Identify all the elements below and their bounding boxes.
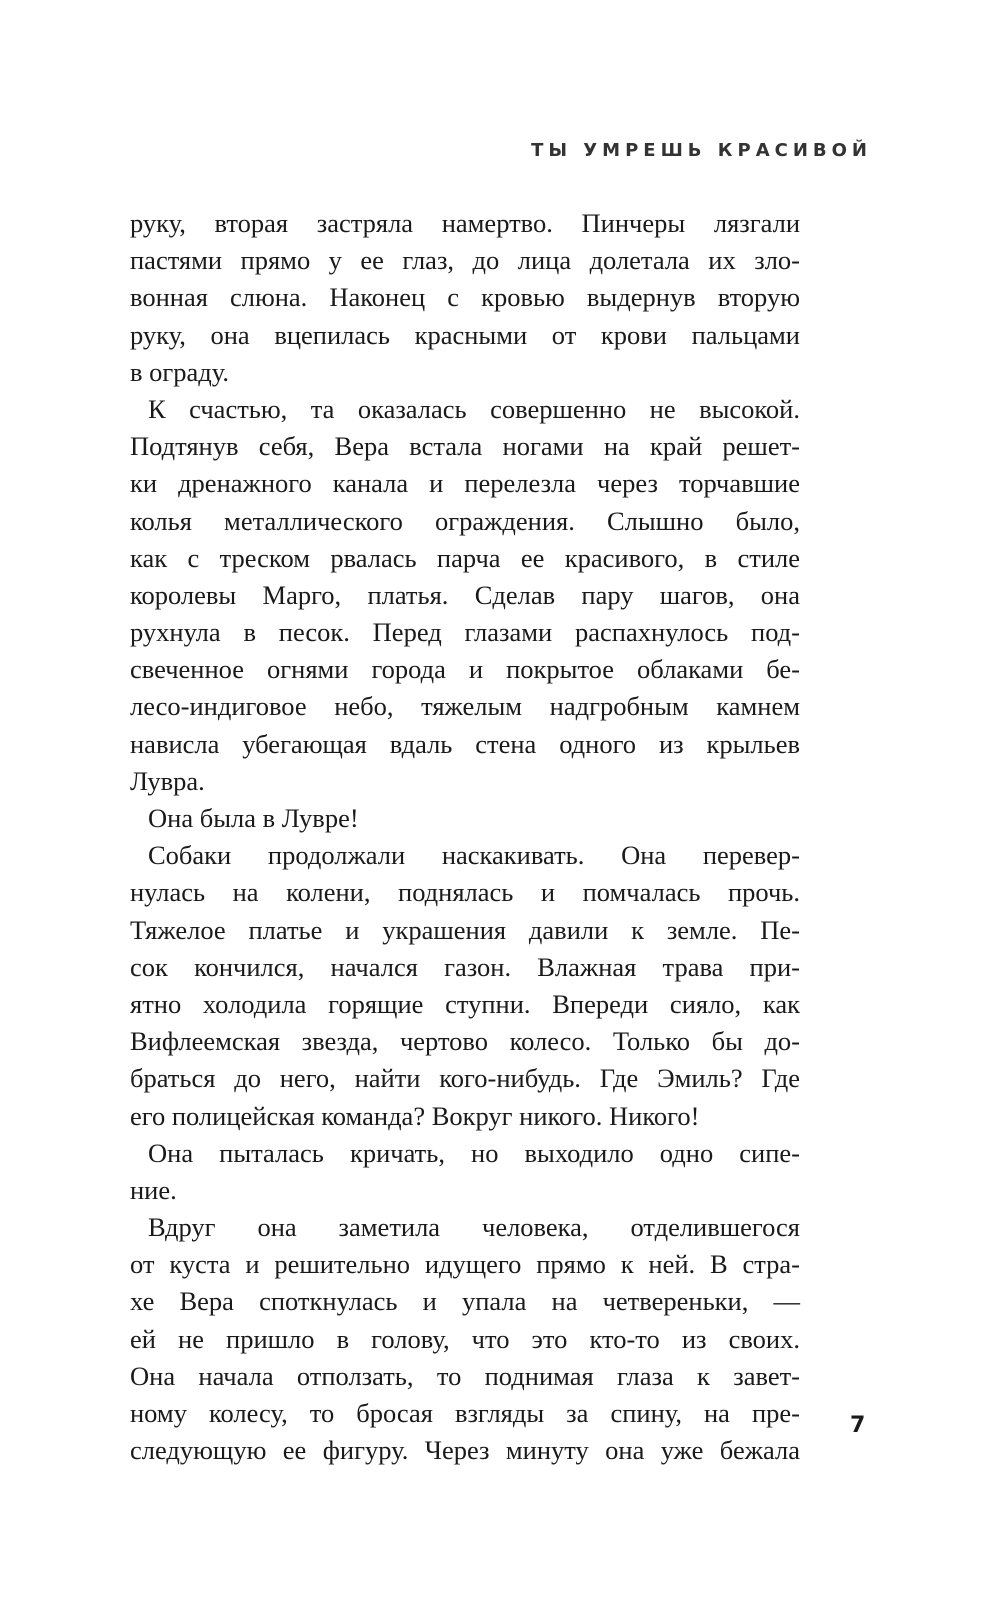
text-line: ей не пришло в голову, что это кто-то из своих. [130, 1323, 800, 1354]
text-line: ятно холодила горящие ступни. Впереди сияло, как [130, 988, 800, 1019]
text-line: нулась на колени, поднялась и помчалась прочь. [130, 877, 800, 908]
text-line: сок кончился, начался газон. Влажная трава при- [130, 951, 800, 982]
text-line: Тяжелое платье и украшения давили к земле. Пе- [130, 914, 800, 945]
text-line: как с треском рвалась парча ее красивого, в стиле [130, 542, 800, 573]
running-header-title: ТЫ УМРЕШЬ КРАСИВОЙ [531, 140, 872, 161]
body-text [130, 205, 800, 1469]
text-line: руку, она вцепилась красными от крови пальцами [130, 319, 800, 350]
text-line: Подтянув себя, Вера встала ногами на край решет- [130, 431, 800, 462]
text-line: лесо-индиговое небо, тяжелым надгробным камнем [130, 691, 800, 722]
text-line: рухнула в песок. Перед глазами распахнулось под- [130, 617, 800, 648]
text-line: Собаки продолжали наскакивать. Она перевер- [148, 840, 800, 871]
text-line: его полицейская команда? Вокруг никого. Никого! [130, 1100, 700, 1131]
text-line: нависла убегающая вдаль стена одного из крыльев [130, 728, 800, 759]
text-line: Лувра. [130, 765, 205, 796]
text-line: браться до него, найти кого-нибудь. Где Эмиль? Где [130, 1063, 800, 1094]
text-line: ному колесу, то бросая взгляды за спину, на пре- [130, 1398, 800, 1428]
text-line: руку, вторая застряла намертво. Пинчеры лязгали [130, 208, 800, 238]
text-line: свеченное огнями города и покрытое облаками бе- [130, 654, 800, 685]
text-line: К счастью, та оказалась совершенно не высокой. [148, 393, 800, 424]
text-line: ние. [130, 1174, 177, 1205]
text-line: вонная слюна. Наконец с кровью выдернув вторую [130, 282, 800, 313]
text-line: следующую ее фигуру. Через минуту она уже бежала [130, 1435, 800, 1466]
text-line: пастями прямо у ее глаз, до лица долетала их зло- [130, 245, 800, 276]
text-line: Она пыталась кричать, но выходило одно сипе- [148, 1137, 800, 1168]
text-line: Вдруг она заметила человека, отделившегося [148, 1212, 800, 1243]
text-line: от куста и решительно идущего прямо к ней. В стра- [130, 1249, 800, 1280]
text-line: ки дренажного канала и перелезла через торчавшие [130, 468, 800, 499]
text-line: королевы Марго, платья. Сделав пару шагов, она [130, 579, 800, 610]
text-line: колья металлического ограждения. Слышно было, [130, 505, 800, 536]
text-line: хе Вера споткнулась и упала на четвереньки, — [130, 1286, 800, 1317]
text-line: Она начала отползать, то поднимая глаза к завет- [130, 1360, 800, 1391]
page-number: 7 [850, 1413, 866, 1438]
text-line: Вифлеемская звезда, чертово колесо. Только бы до- [130, 1026, 800, 1057]
text-line: Она была в Лувре! [148, 803, 359, 833]
text-line: в ограду. [130, 356, 229, 387]
